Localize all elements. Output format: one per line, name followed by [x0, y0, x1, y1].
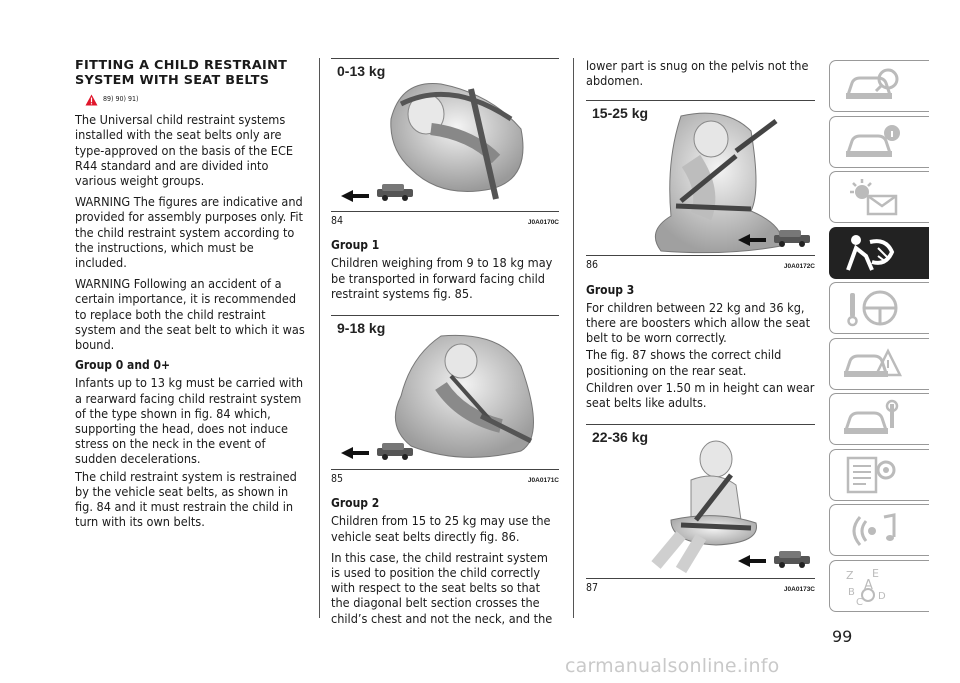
- figure-85: [331, 315, 559, 470]
- figure-87-caption: 87 J0A0173C: [586, 582, 815, 595]
- svg-text:D: D: [878, 590, 886, 602]
- svg-text:E: E: [872, 566, 879, 580]
- figure-84-caption: 84 J0A0170C: [331, 215, 559, 227]
- watermark: carmanualsonline.info: [565, 655, 780, 677]
- index-az-icon: [842, 565, 904, 607]
- paragraph-group-0: Infants up to 13 kg must be carried with a rearward facing child restraint system of the type shown in fig. 84 which, supporting the head, does not induce stress on the neck in the event of sudden decelerations.: [75, 375, 304, 467]
- car-emergency-icon: [842, 343, 904, 385]
- figure-84-weight-label: 0-13 kg: [337, 63, 386, 79]
- figure-87: [586, 424, 815, 579]
- svg-text:Z: Z: [846, 568, 854, 582]
- car-dashboard-icon: [842, 65, 904, 107]
- group-1-heading: Group 1: [331, 238, 380, 253]
- paragraph-warning-1: WARNING The figures are indicative and provided for assembly purposes only. Fit the child restraint system according to the instructions, which must be included.: [75, 194, 303, 271]
- airbag-safety-icon: [842, 232, 904, 274]
- forward-seat-illustration: [331, 316, 559, 471]
- warning-references: [85, 92, 307, 107]
- figure-86: [586, 100, 815, 256]
- paragraph-intro: The Universal child restraint systems installed with the seat belts only are type-approved on the basis of the ECE R44 standard and are divided into various weight groups.: [75, 112, 294, 189]
- tab-warning-lights[interactable]: [829, 171, 929, 223]
- figure-87-weight-label: 22-36 kg: [592, 429, 649, 446]
- group-0-heading: Group 0 and 0+: [75, 358, 171, 373]
- chapter-tab-nav: [829, 60, 929, 615]
- tab-starting-driving[interactable]: [829, 282, 929, 334]
- warning-lights-mail-icon: [842, 176, 904, 218]
- column-2: [331, 58, 559, 632]
- figure-86-weight-label: 15-25 kg: [592, 105, 649, 122]
- paragraph-group-1: Children weighing from 9 to 18 kg may be transported in forward facing child restraint systems fig. 85.: [331, 255, 553, 301]
- section-title: FITTING A CHILD RESTRAINT SYSTEM WITH SEAT BELTS: [75, 58, 288, 88]
- tab-vehicle-info[interactable]: [829, 116, 929, 168]
- page-number: 99: [832, 627, 853, 646]
- group-2-heading: Group 2: [331, 496, 380, 511]
- paragraph-group-3: For children between 22 kg and 36 kg, there are boosters which allow the seat belt to be worn correctly.: [586, 299, 811, 346]
- tab-dashboard[interactable]: [829, 60, 929, 112]
- paragraph-warning-2: WARNING Following an accident of a certain importance, it is recommended to replace both the child restraint system and the seat belt to which it was bound.: [75, 276, 305, 353]
- paragraph-restraint: The child restraint system is restrained by the vehicle seat belts, as shown in fig. 84 and it must restrain the child in turn with its own belts.: [75, 468, 297, 530]
- column-divider: [573, 58, 574, 618]
- car-wrench-icon: [842, 398, 904, 440]
- vehicle-direction-icon: [375, 183, 415, 203]
- column-divider: [319, 58, 320, 618]
- car-info-icon: [842, 121, 904, 163]
- figure-85-caption: 85 J0A0171C: [331, 473, 559, 486]
- steering-key-icon: [842, 287, 904, 329]
- specs-gear-icon: [842, 454, 904, 496]
- vehicle-direction-icon: [772, 550, 812, 570]
- infant-carrier-illustration: [331, 59, 559, 213]
- svg-text:A: A: [864, 577, 873, 593]
- tab-servicing[interactable]: [829, 393, 929, 445]
- tab-emergency[interactable]: [829, 338, 929, 390]
- tab-multimedia[interactable]: [829, 504, 929, 556]
- warning-triangle-icon: [85, 94, 98, 106]
- multimedia-icon: [842, 509, 904, 551]
- tab-index[interactable]: [829, 560, 929, 612]
- svg-text:B: B: [848, 586, 855, 598]
- figure-86-caption: 86 J0A0172C: [586, 259, 815, 272]
- paragraph-belt-position: In this case, the child restraint system is used to position the child correctly with respect to the seat belts so that the diagonal belt section crosses the child’s chest and not the neck, and the: [331, 549, 553, 626]
- tab-technical-data[interactable]: [829, 449, 929, 501]
- paragraph-adult-belts: Children over 1.50 m in height can wear seat belts like adults.: [586, 379, 815, 411]
- warning-ref-numbers: 89) 90) 91): [103, 95, 139, 103]
- paragraph-group-2: Children from 15 to 25 kg may use the vehicle seat belts directly fig. 86.: [331, 513, 551, 544]
- figure-85-weight-label: 9-18 kg: [337, 320, 386, 337]
- paragraph-continuation: lower part is snug on the pelvis not the abdomen.: [586, 58, 809, 89]
- figure-84: [331, 58, 559, 212]
- svg-text:C: C: [856, 596, 863, 607]
- vehicle-direction-icon: [772, 229, 812, 249]
- tab-safety[interactable]: [829, 227, 929, 279]
- column-1: [75, 58, 307, 535]
- vehicle-direction-icon: [375, 442, 415, 462]
- paragraph-fig-87-ref: The fig. 87 shows the correct child positioning on the rear seat.: [586, 347, 782, 378]
- group-3-heading: Group 3: [586, 282, 635, 297]
- column-3: [586, 58, 815, 605]
